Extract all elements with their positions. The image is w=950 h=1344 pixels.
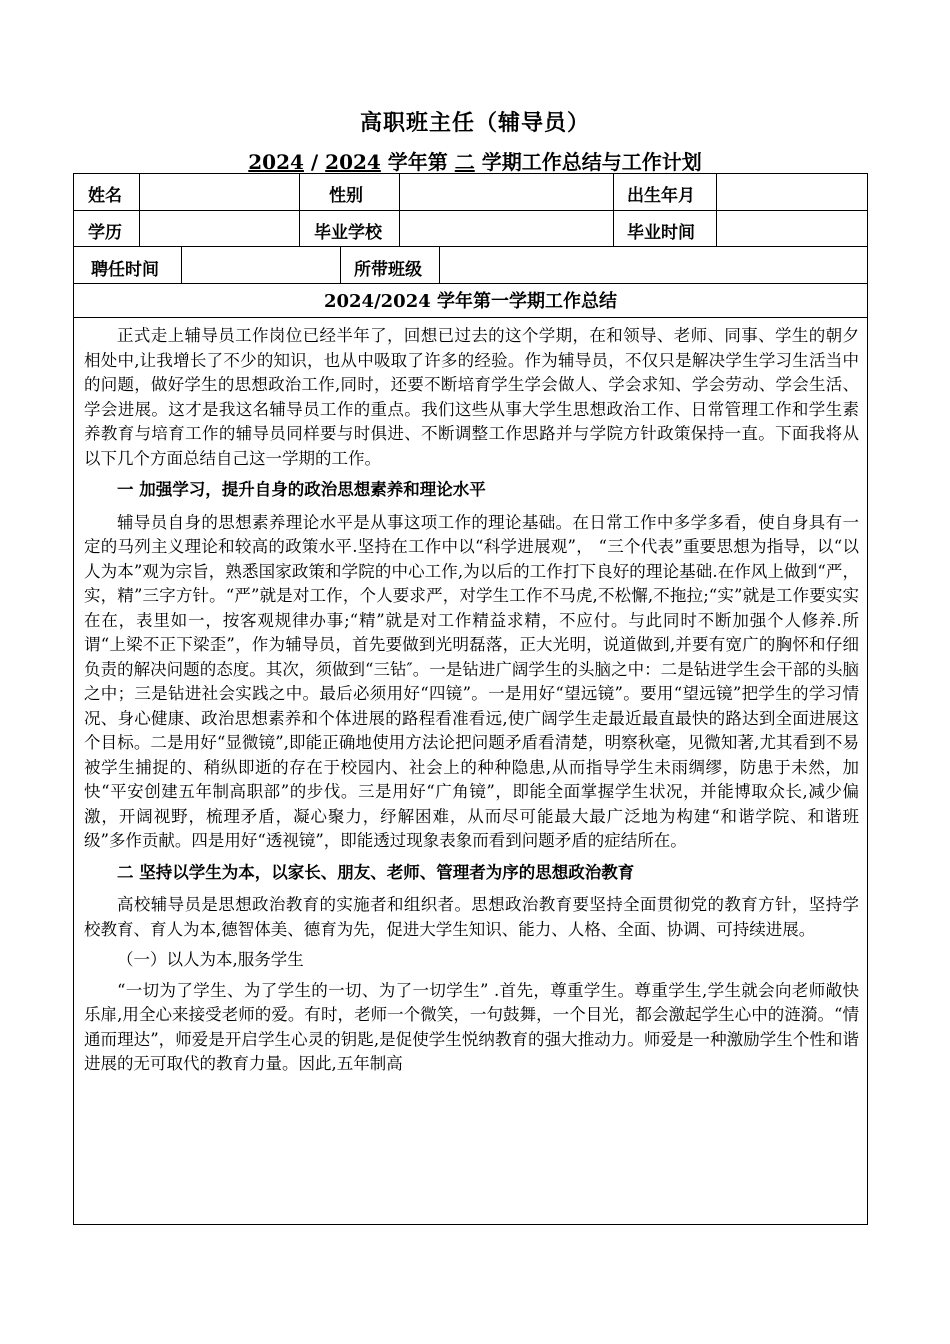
birth-date-label: 出生年月 [627, 186, 695, 206]
section-2-paragraph: 高校辅导员是思想政治教育的实施者和组织者。思想政治教育要坚持全面贯彻党的教育方针，坚持学校教育、育人为本,德智体美、德育为先，促进大学生知识、能力、人格、全面、协调、可持续进展。 [84, 895, 859, 939]
summary-body [84, 324, 859, 1077]
graduate-school-label: 毕业学校 [314, 223, 382, 243]
hire-time-label: 聘任时间 [91, 260, 159, 280]
col-divider [399, 174, 400, 246]
col-divider [299, 174, 300, 246]
name-label: 姓名 [88, 186, 122, 206]
row-divider [74, 317, 867, 318]
document-title: 高职班主任（辅导员） [359, 110, 590, 136]
col-divider [439, 246, 440, 283]
row-divider [74, 283, 867, 284]
year-separator: / [303, 150, 326, 174]
section-1-paragraph: 辅导员自身的思想素养理论水平是从事这项工作的理论基础。在日常工作中多学多看，使自身具有一定的马列主义理论和较高的政策水平.坚持在工作中以“科学进展观”， “三个代表”重要思想为指导，以“以人为本”观为宗旨，熟悉国家政策和学院的中心工作,为以后的工作打下良好的理论基础.在作风上做到“严，实，精”三字方针。“严”就是对工作，个人要求严，对学生工作不马虎,不松懈,不拖拉;“实”就是工作要实实在在，表里如一，按客观规律办事;“精”就是对工作精益求精，不应付。与此同时不断加强个人修养.所谓“上梁不正下梁歪”，作为辅导员，首先要做到光明磊落，正大光明，说道做到,并要有宽广的胸怀和仔细负责的解决问题的态度。其次，须做到“三钻″。一是钻进广阔学生的头脑之中：二是钻进学生会干部的头脑之中；三是钻进社会实践之中。最后必须用好“四镜”。一是用好“望远镜”。要用“望远镜”把学生的学习情况、身心健康、政治思想素养和个体进展的路程看准看远,使广阔学生走最近最直最快的路达到全面进展这个目标。二是用好“显微镜”,即能正确地使用方法论把问题矛盾看清楚，明察秋毫，见微知著,尤其看到不易被学生捕捉的、稍纵即逝的存在于校园内、社会上的种种隐患,从而指导学生未雨绸缪，防患于未然，加快“平安创建五年制高职部”的步伐。三是用好“广角镜”，即能全面掌握学生状况，并能博取众长,减少偏激，开阔视野，梳理矛盾，凝心聚力，纾解困难，从而尽可能最大最广泛地为构建“和谐学院、和谐班级”多作贡献。四是用好“透视镜”，即能透过现象表象而看到问题矛盾的症结所在。 [84, 512, 859, 850]
section-heading-1: 一 加强学习，提升自身的政治思想素养和理论水平 [117, 480, 486, 499]
subtitle-tail: 学期工作总结与工作计划 [474, 150, 702, 174]
summary-title: 2024/2024 学年第一学期工作总结 [323, 291, 618, 312]
form-table [73, 173, 868, 1225]
row-divider [74, 246, 867, 247]
col-divider [716, 174, 717, 246]
year-end: 2024 [325, 150, 381, 174]
subsection-heading-1: （一）以人为本,服务学生 [117, 950, 304, 969]
graduation-time-label: 毕业时间 [627, 223, 695, 243]
section-heading-2: 二 坚持以学生为本，以家长、朋友、老师、管理者为序的思想政治教育 [117, 862, 635, 882]
document-subtitle [0, 146, 950, 175]
year-start: 2024 [248, 150, 304, 174]
subsection-1-paragraph: “一切为了学生、为了学生的一切、为了一切学生” .首先，尊重学生。尊重学生,学生就会向老师敞快乐扉,用全心来接受老师的爱。有时，老师一个微笑，一句鼓舞，一个目光，都会激起学生心中的涟漪。“情通而理达”，师爱是开启学生心灵的钥匙,是促使学生悦纳教育的强大推动力。师爱是一种激励学生个性和谐进展的无可取代的教育力量。因此,五年制高 [84, 980, 859, 1073]
class-label: 所带班级 [354, 260, 422, 280]
semester-number: 二 [454, 150, 475, 174]
col-divider [613, 174, 614, 246]
col-divider [139, 174, 140, 246]
school-year-text: 学年第 [380, 150, 455, 174]
col-divider [181, 246, 182, 283]
row-divider [74, 210, 867, 211]
gender-label: 性别 [329, 186, 363, 206]
intro-paragraph: 正式走上辅导员工作岗位已经半年了，回想已过去的这个学期，在和领导、老师、同事、学生的朝夕相处中,让我增长了不少的知识，也从中吸取了许多的经验。作为辅导员，不仅只是解决学生学习生活当中的问题，做好学生的思想政治工作,同时，还要不断培育学生学会做人、学会求知、学会劳动、学会生活、学会进展。这才是我这名辅导员工作的重点。我们这些从事大学生思想政治工作、日常管理工作和学生素养教育与培育工作的辅导员同样要与时俱进、不断调整工作思路并与学院方针政策保持一直。下面我将从以下几个方面总结自己这一学期的工作。 [84, 326, 859, 468]
col-divider [340, 246, 341, 283]
education-label: 学历 [88, 223, 122, 243]
